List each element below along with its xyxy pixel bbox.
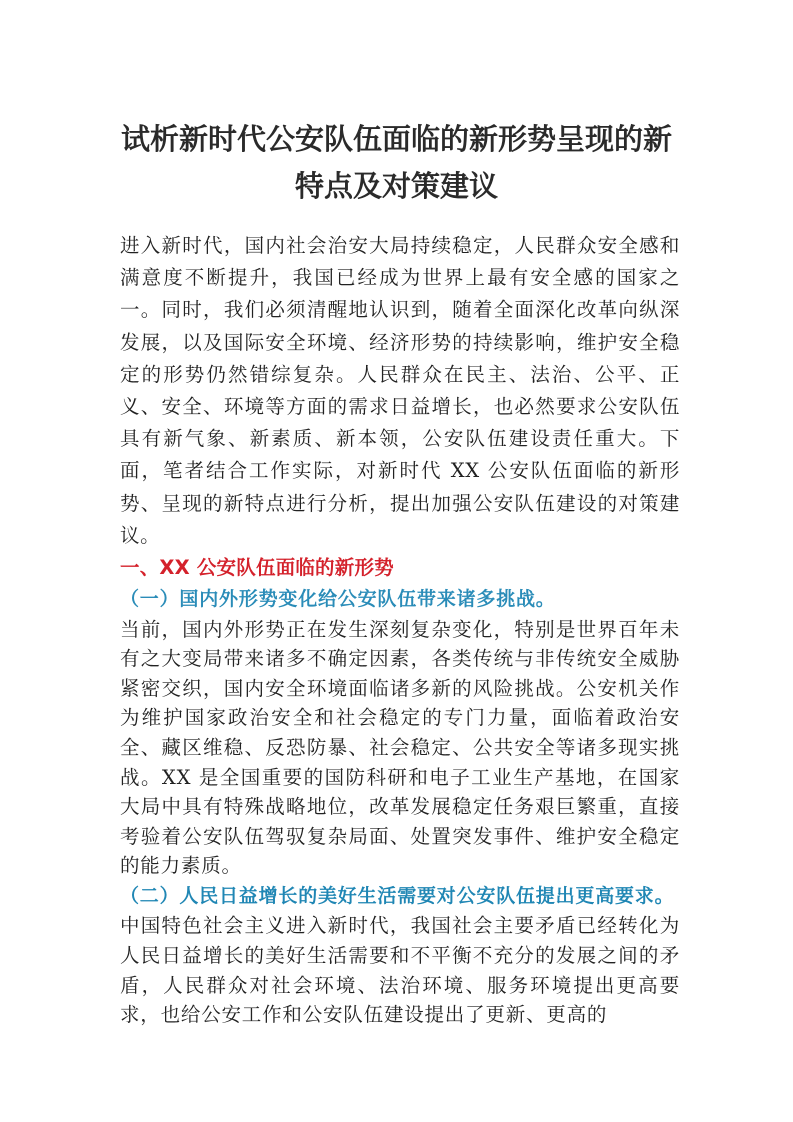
subsection-body-1: 当前，国内外形势正在发生深刻复杂变化，特别是世界百年未有之大变局带来诸多不确定因素，各类传统与非传统安全威胁紧密交织，国内安全环境面临诸多新的风险挑战。公安机关作为维护国家政治安全和社会稳定的专门力量，面临着政治安全、藏区维稳、反恐防暴、社会稳定、公共安全等诸多现实挑战。XX 是全国重要的国防科研和电子工业生产基地，在国家大局中具有特殊战略地位，改革发展稳定任务艰巨繁重，直接考验着公安队伍驾驭复杂局面、处置突发事件、维护安全稳定的能力素质。 <box>120 617 680 878</box>
subsection-heading-2: （二）人民日益增长的美好生活需要对公安队伍提出更高要求。 <box>120 884 675 907</box>
section-heading: 一、XX 公安队伍面临的新形势 <box>120 556 394 580</box>
subsection-heading-1: （一）国内外形势变化给公安队伍带来诸多挑战。 <box>120 588 556 611</box>
subsection-body-2: 中国特色社会主义进入新时代，我国社会主要矛盾已经转化为人民日益增长的美好生活需要和不平衡不充分的发展之间的矛盾，人民群众对社会环境、法治环境、服务环境提出更高要求，也给公安工作和公安队伍建设提出了更新、更高的 <box>120 914 680 1027</box>
document-title <box>100 116 693 210</box>
document-body <box>120 230 680 1030</box>
title-line-1: 试析新时代公安队伍面临的新形势呈现的新 <box>120 122 672 156</box>
title-line-2: 特点及对策建议 <box>294 169 498 203</box>
intro-paragraph: 进入新时代，国内社会治安大局持续稳定，人民群众安全感和满意度不断提升，我国已经成为世界上最有安全感的国家之一。同时，我们必须清醒地认识到，随着全面深化改革向纵深发展，以及国际安全环境、经济形势的持续影响，维护安全稳定的形势仍然错综复杂。人民群众在民主、法治、公平、正义、安全、环境等方面的需求日益增长，也必然要求公安队伍具有新气象、新素质、新本领，公安队伍建设责任重大。下面，笔者结合工作实际，对新时代 XX 公安队伍面临的新形势、呈现的新特点进行分析，提出加强公安队伍建设的对策建议。 <box>120 234 680 547</box>
